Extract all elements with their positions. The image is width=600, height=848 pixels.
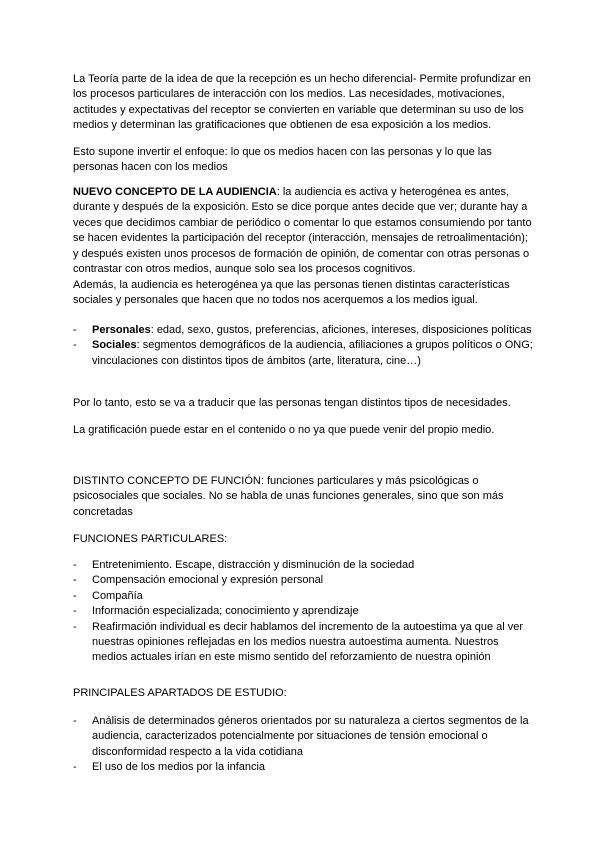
por-lo-tanto-paragraph: Por lo tanto, esto se va a traducir que las personas tengan distintos tipos de necesidades. [73,397,511,409]
characteristic-term: Personales [92,324,151,336]
dash-bullet: - [73,574,77,587]
dash-bullet: - [73,559,77,571]
list-item [73,604,533,619]
funcion-text: Compañía [92,589,143,602]
nuevo-concepto-paragraph [73,185,533,277]
list-item [73,714,533,760]
characteristic-text: : segmentos demográficos de la audiencia, afiliaciones a grupos políticos o ONG; vinculaciones con distintos tipos de ámbitos (arte, literatura, cine…) [92,339,533,367]
dash-bullet: - [73,715,77,727]
apartado-text: Análisis de determinados géneros orientados por su naturaleza a ciertos segmentos de la audiencia, caracterizados potencialmente por situaciones de tensión emocional o disconformidad respecto a la vida cotidiana [92,715,529,758]
nuevo-concepto-heading: NUEVO CONCEPTO DE LA AUDIENCIA [73,186,277,198]
intro-paragraph: La Teoría parte de la idea de que la recepción es un hecho diferencial- Permite profundizar en los procesos particulares de interacción con los medios. Las necesidades, motivaciones, actitudes y expectativas del receptor se convierten en variable que determinan su uso de los medios y determinan las gratificaciones que obtienen de esa exposición a los medios. [73,73,531,132]
characteristic-term: Sociales [92,339,137,352]
list-item [73,558,533,573]
apartado-text: El uso de los medios por la infancia [92,761,266,774]
list-item [73,589,533,604]
list-item [73,323,533,338]
apartados-heading: PRINCIPALES APARTADOS DE ESTUDIO: [73,687,287,699]
apartados-list [73,714,533,776]
dash-bullet: - [73,605,77,618]
funciones-list [73,558,533,666]
dash-bullet: - [73,589,77,602]
funciones-heading: FUNCIONES PARTICULARES: [73,533,228,545]
characteristics-list [73,323,533,369]
dash-bullet: - [73,324,77,336]
heterogenea-paragraph: Además, la audiencia es heterogénea ya que las personas tienen distintas características sociales y personales que hacen que no todos nos acerquemos a los medios igual. [73,279,510,307]
list-item [73,338,533,369]
characteristic-text: : edad, sexo, gustos, preferencias, aficiones, intereses, disposiciones políticas [150,324,532,336]
invert-paragraph: Esto supone invertir el enfoque: lo que os medios hacen con las personas y lo que las personas hacen con los medios [73,146,492,174]
list-item [73,620,533,666]
list-item [73,760,533,775]
nuevo-concepto-body: : la audiencia es activa y heterogénea es antes, durante y después de la exposición. Esto se dice porque antes decide que ver; durante hay a veces que decidimos cambiar de periódico o comentar lo que estamos consumiendo por tanto se hacen evidentes la participación del receptor (interacción, mensajes de retroalimentación); y después existen unos procesos de formación de opinión, de comentar con otras personas o contrastar con otros medios, aunque solo sea los procesos cognitivos. [73,186,532,276]
funcion-text: Información especializada; conocimiento y aprendizaje [92,605,359,618]
funcion-text: Compensación emocional y expresión personal [92,574,324,587]
dash-bullet: - [73,339,77,352]
dash-bullet: - [73,620,77,633]
gratificacion-paragraph: La gratificación puede estar en el contenido o no ya que puede venir del propio medio. [73,424,495,436]
funcion-text: Reafirmación individual es decir hablamos del incremento de la autoestima ya que al ver nuestras opiniones reflejadas en los medios nuestra autoestima aumenta. Nuestros medios actuales irían en este mismo sentido del reforzamiento de nuestra opinión [92,620,524,664]
distinto-concepto-paragraph: DISTINTO CONCEPTO DE FUNCIÓN: funciones particulares y más psicológicas o psicosociales que sociales. No se habla de unas funciones generales, sino que son más concretadas [73,475,504,518]
list-item [73,573,533,588]
funcion-text: Entretenimiento. Escape, distracción y disminución de la sociedad [92,559,415,571]
dash-bullet: - [73,761,77,774]
